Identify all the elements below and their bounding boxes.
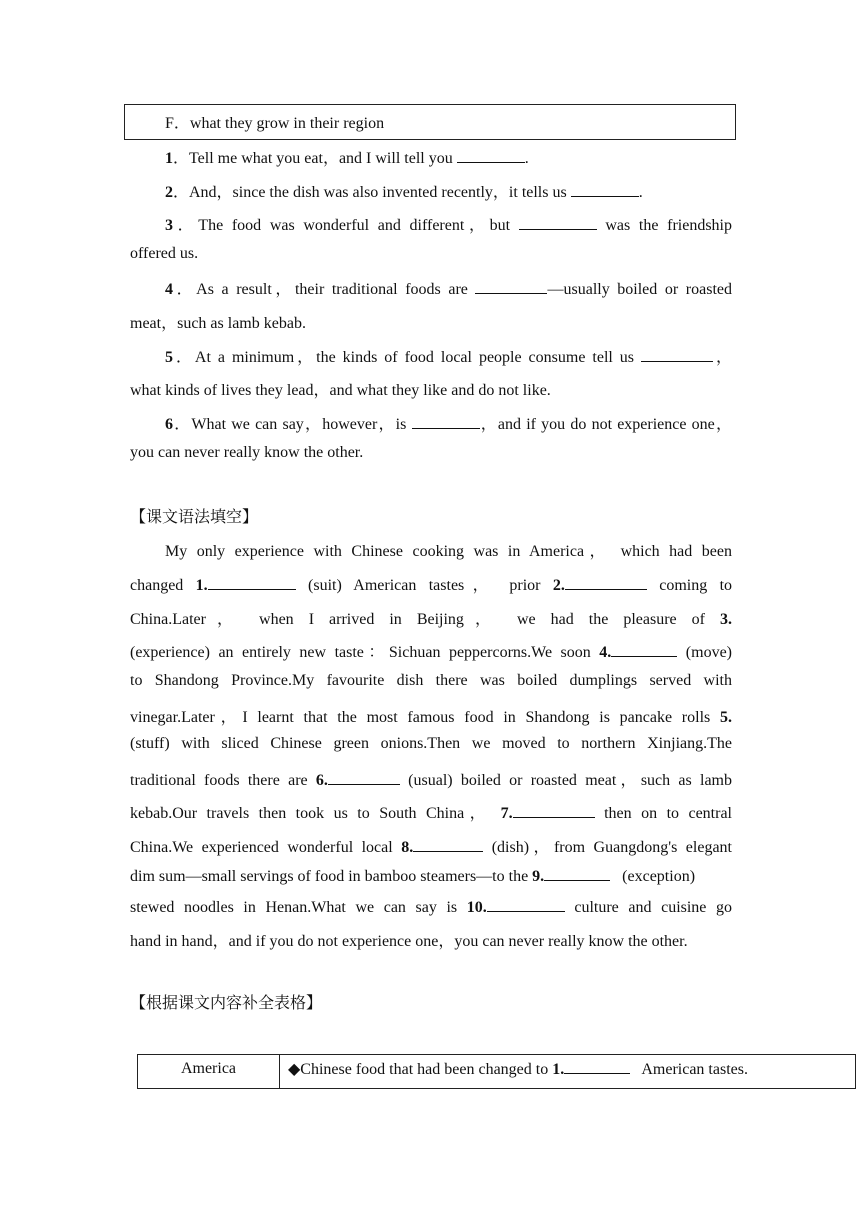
item-5	[165, 344, 732, 367]
table-cell-content	[288, 1059, 748, 1079]
item-6	[165, 411, 732, 434]
item-text: ．The food was wonderful and different，but	[173, 217, 519, 234]
grammar-text: traditional foods there are	[130, 772, 316, 789]
item-text: .	[524, 150, 529, 167]
answer-blank[interactable]	[457, 148, 525, 163]
item-text: ，	[713, 349, 732, 366]
grammar-text: kebab.Our travels then took us to South China，	[130, 805, 492, 822]
item-number: 6	[165, 416, 173, 433]
answer-blank[interactable]	[412, 414, 480, 429]
grammar-line-11	[130, 866, 738, 886]
grammar-line-13: hand in hand，and if you do not experience one，you can never really know the other.	[130, 933, 688, 950]
item-4	[165, 276, 732, 299]
grammar-line-7: (stuff) with sliced Chinese green onions.Then we moved to northern Xinjiang.The	[130, 735, 732, 752]
blank-number: 5.	[720, 709, 732, 726]
item-number: 4	[165, 281, 173, 298]
grammar-line-1: My only experience with Chinese cooking was in America， which had been	[165, 543, 732, 560]
item-text: .	[638, 184, 643, 201]
grammar-line-12	[130, 897, 732, 917]
grammar-text: (dish)，from Guangdong's elegant	[491, 839, 732, 856]
answer-blank[interactable]	[328, 770, 400, 785]
grammar-text: (move)	[685, 644, 732, 661]
item-text: ，and if you do not experience one，	[479, 416, 732, 433]
section-heading-grammar: 【课文语法填空】	[130, 507, 259, 526]
blank-number: 2.	[552, 577, 565, 594]
grammar-line-6	[130, 704, 732, 727]
answer-blank[interactable]	[565, 575, 647, 590]
item-text: ．And，since the dish was also invented recently，it tells us	[173, 184, 571, 201]
answer-blank[interactable]	[475, 279, 547, 294]
item-4-cont: meat，such as lamb kebab.	[130, 315, 306, 332]
grammar-text: changed	[130, 577, 196, 594]
item-text: ．At a minimum，the kinds of food local people consume tell us	[173, 349, 642, 366]
item-2	[165, 179, 643, 202]
grammar-text: (suit) American tastes， prior	[308, 577, 553, 594]
answer-blank[interactable]	[611, 642, 677, 657]
answer-blank[interactable]	[208, 575, 296, 590]
section-heading-table: 【根据课文内容补全表格】	[130, 993, 323, 1012]
grammar-text: dim sum—small servings of food in bamboo steamers—to the	[130, 868, 533, 885]
grammar-text: stewed noodles in Henan.What we can say is	[130, 899, 467, 916]
option-f-text: F．what they grow in their region	[165, 115, 385, 132]
summary-table	[137, 1054, 856, 1089]
table-text: American tastes.	[638, 1061, 748, 1078]
table-row-label: America	[180, 1060, 237, 1077]
option-f-box	[124, 104, 736, 140]
table-text: ◆Chinese food that had been changed to	[288, 1061, 553, 1078]
item-3-cont: offered us.	[130, 245, 199, 262]
blank-number: 9.	[532, 868, 545, 885]
grammar-text: (experience) an entirely new taste：Sichuan peppercorns.We soon	[130, 644, 600, 661]
table-cell-label	[138, 1055, 280, 1088]
grammar-text: culture and cuisine go	[574, 899, 733, 916]
grammar-text: coming to	[659, 577, 733, 594]
answer-blank[interactable]	[564, 1059, 630, 1074]
answer-blank[interactable]	[487, 897, 565, 912]
grammar-text: China.We experienced wonderful local	[130, 839, 402, 856]
grammar-line-9	[130, 800, 732, 823]
answer-blank[interactable]	[571, 182, 639, 197]
answer-blank[interactable]	[513, 803, 595, 818]
answer-blank[interactable]	[544, 866, 610, 881]
item-text: ．What we can say，however，is	[173, 416, 412, 433]
blank-number: 10.	[466, 899, 487, 916]
item-text: ．As a result，their traditional foods are	[173, 281, 476, 298]
blank-number: 1.	[195, 577, 208, 594]
answer-blank[interactable]	[641, 347, 713, 362]
grammar-text: vinegar.Later，I learnt that the most famous food in Shandong is pancake rolls	[130, 709, 720, 726]
item-text: was the friendship	[605, 217, 732, 234]
item-text: —usually boiled or roasted	[547, 281, 732, 298]
blank-number: 8.	[401, 839, 414, 856]
blank-number: 1.	[552, 1061, 565, 1078]
answer-blank[interactable]	[519, 215, 597, 230]
item-number: 3	[165, 217, 173, 234]
grammar-text: (usual) boiled or roasted meat，such as lamb	[408, 772, 733, 789]
grammar-text: (exception)	[618, 868, 696, 885]
item-text: ．Tell me what you eat，and I will tell you	[173, 150, 457, 167]
grammar-line-2	[130, 572, 732, 595]
item-6-cont: you can never really know the other.	[130, 444, 364, 461]
grammar-line-3	[130, 606, 732, 629]
answer-blank[interactable]	[413, 837, 483, 852]
grammar-text: then on to central	[604, 805, 733, 822]
item-number: 1	[165, 150, 173, 167]
item-1	[165, 145, 529, 168]
item-5-cont: what kinds of lives they lead，and what they like and do not like.	[130, 382, 551, 399]
blank-number: 6.	[315, 772, 328, 789]
grammar-text: China.Later， when I arrived in Beijing， we had the pleasure of	[130, 611, 720, 628]
grammar-line-4	[130, 639, 732, 662]
grammar-line-5: to Shandong Province.My favourite dish there was boiled dumplings served with	[130, 672, 732, 689]
blank-number: 3.	[720, 611, 732, 628]
item-number: 5	[165, 349, 173, 366]
grammar-line-8	[130, 767, 732, 790]
grammar-line-10	[130, 834, 732, 857]
item-number: 2	[165, 184, 173, 201]
item-3	[165, 212, 732, 235]
blank-number: 7.	[500, 805, 513, 822]
blank-number: 4.	[599, 644, 612, 661]
